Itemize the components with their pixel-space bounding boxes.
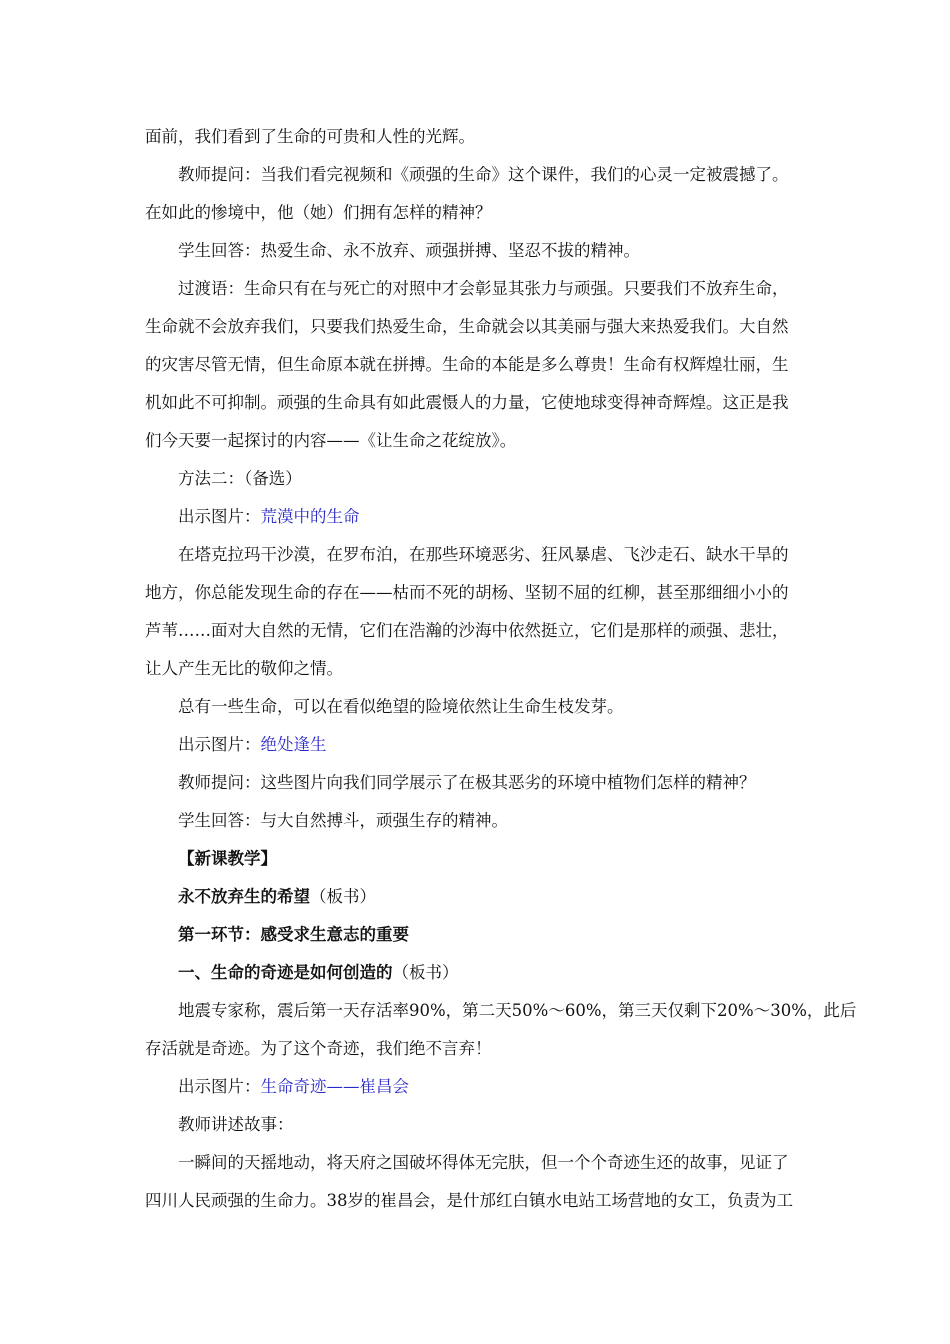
paragraph-line: 芦苇……面对大自然的无情，它们在浩瀚的沙海中依然挺立，它们是那样的顽强、悲壮， [145,621,789,640]
paragraph-line: 在如此的惨境中，他（她）们拥有怎样的精神？ [145,203,492,222]
paragraph-line: 四川人民顽强的生命力。38岁的崔昌会，是什邡红白镇水电站工场营地的女工，负责为工 [145,1191,793,1210]
caption-label: 出示图片： [178,507,261,526]
image-link[interactable]: 荒漠中的生命 [260,507,360,526]
heading-bold-text: 永不放弃生的希望 [178,887,310,906]
paragraph-line: 教师讲述故事： [178,1115,294,1134]
image-link[interactable]: 生命奇迹——崔昌会 [260,1077,409,1096]
paragraph-line: 学生回答：与大自然搏斗，顽强生存的精神。 [178,811,508,830]
caption-label: 出示图片： [178,735,261,754]
paragraph-line: 一瞬间的天摇地动，将天府之国破坏得体无完肤，但一个个奇迹生还的故事，见证了 [178,1153,789,1172]
caption-label: 出示图片： [178,1077,261,1096]
heading-bold-text: 一、生命的奇迹是如何创造的 [178,963,393,982]
paragraph-line: 教师提问：当我们看完视频和《顽强的生命》这个课件，我们的心灵一定被震撼了。 [178,165,789,184]
subsection-heading: 第一环节：感受求生意志的重要 [178,925,409,944]
paragraph-line: 学生回答：热爱生命、永不放弃、顽强拼搏、坚忍不拔的精神。 [178,241,640,260]
paragraph-line: 过渡语：生命只有在与死亡的对照中才会彰显其张力与顽强。只要我们不放弃生命， [178,279,789,298]
document-body [145,118,857,1220]
paragraph-line: 们今天要一起探讨的内容——《让生命之花绽放》。 [145,431,517,450]
heading-note: （板书） [392,963,459,982]
section-heading: 【新课教学】 [178,849,277,868]
paragraph-line: 让人产生无比的敬仰之情。 [145,659,343,678]
paragraph-line: 在塔克拉玛干沙漠，在罗布泊，在那些环境恶劣、狂风暴虐、飞沙走石、缺水干旱的 [178,545,789,564]
paragraph-line: 方法二：（备选） [178,469,302,488]
paragraph-line: 地方，你总能发现生命的存在——枯而不死的胡杨、坚韧不屈的红柳，甚至那细细小小的 [145,583,789,602]
subsection-heading [145,878,805,916]
paragraph-line: 机如此不可抑制。顽强的生命具有如此震慑人的力量，它使地球变得神奇辉煌。这正是我 [145,393,789,412]
paragraph-line: 的灾害尽管无情，但生命原本就在拼搏。生命的本能是多么尊贵！生命有权辉煌壮丽，生 [145,355,789,374]
image-caption-line [145,498,805,536]
heading-note: （板书） [310,887,376,906]
image-caption-line [145,726,805,764]
paragraph-line: 生命就不会放弃我们，只要我们热爱生命，生命就会以其美丽与强大来热爱我们。大自然 [145,317,789,336]
paragraph-line: 教师提问：这些图片向我们同学展示了在极其恶劣的环境中植物们怎样的精神？ [178,773,756,792]
paragraph-line: 面前，我们看到了生命的可贵和人性的光辉。 [145,127,475,146]
subsection-heading [145,954,805,992]
paragraph-line: 存活就是奇迹。为了这个奇迹，我们绝不言弃！ [145,1039,492,1058]
paragraph-line: 地震专家称，震后第一天存活率90%，第二天50%～60%，第三天仅剩下20%～30%，此后 [178,1001,857,1020]
image-link[interactable]: 绝处逢生 [260,735,327,754]
image-caption-line [145,1068,805,1106]
paragraph-line: 总有一些生命，可以在看似绝望的险境依然让生命生枝发芽。 [178,697,624,716]
